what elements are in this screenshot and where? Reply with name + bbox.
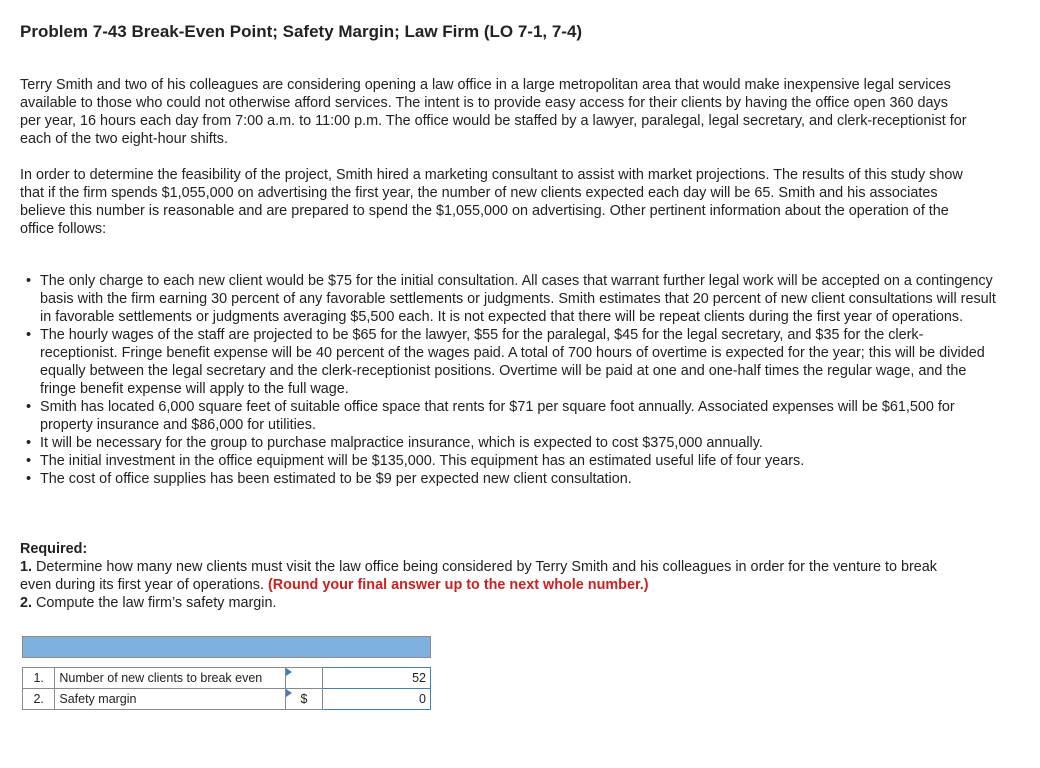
operation-details-list — [20, 272, 1000, 488]
table-spacer-cell — [23, 658, 431, 668]
table-header — [23, 637, 431, 658]
list-item: • The cost of office supplies has been estimated to be $9 per expected new client consultation. — [40, 470, 1000, 488]
required-heading: Required: — [20, 541, 88, 557]
list-item: • It will be necessary for the group to purchase malpractice insurance, which is expected to cost $375,000 annually. — [40, 434, 1000, 452]
row-number: 2. — [23, 689, 55, 710]
required-item-1 — [20, 558, 970, 594]
table-row — [23, 689, 431, 710]
required-item-text: Compute the law firm’s safety margin. — [32, 595, 277, 611]
unit-symbol: $ — [300, 692, 308, 706]
answer-table — [22, 636, 431, 710]
table-spacer — [23, 658, 431, 668]
required-item-number: 1. — [20, 559, 33, 575]
unit-cell — [286, 689, 322, 710]
list-item: • The only charge to each new client would be $75 for the initial consultation. All cases that warrant further legal work will be accepted on a contingency basis with the firm earning 30 percent of any favorable settlements or judgments. Smith estimates that 20 percent of new client consultations will result in favorable settlements or judgments averaging $5,500 each. It is not expected that there will be repeat clients during the first year of operations. — [40, 272, 1000, 326]
list-item: • The hourly wages of the staff are projected to be $65 for the lawyer, $55 for the paralegal, $45 for the legal secretary, and $35 for the clerk-receptionist. Fringe benefit expense will be 40 percent of the wages paid. A total of 700 hours of overtime is expected for the year; this will be divided equally between the legal secretary and the clerk-receptionist positions. Overtime will be paid at one and one-half times the regular wage, and the fringe benefit expense will apply to the full wage. — [40, 326, 1000, 398]
flag-icon — [286, 689, 292, 697]
break-even-clients-input[interactable]: 52 — [322, 668, 430, 689]
row-label: Safety margin — [55, 689, 286, 710]
table-header-cell — [23, 637, 431, 658]
safety-margin-input[interactable]: 0 — [322, 689, 430, 710]
required-item-text: Determine how many new clients must visit the law office being considered by Terry Smith and his colleagues in order for the venture to break even during its first year of operations. — [20, 559, 937, 593]
rounding-note: (Round your final answer up to the next whole number.) — [267, 577, 649, 593]
feasibility-paragraph: In order to determine the feasibility of the project, Smith hired a marketing consultant to assist with market projections. The results of this study show that if the firm spends $1,055,000 on advertising the first year, the number of new clients expected each day will be 65. Smith and his associates believe this number is reasonable and are prepared to spend the $1,055,000 on advertising. Other pertinent information about the operation of the office follows: — [20, 167, 963, 237]
flag-icon — [286, 668, 292, 676]
required-item-number: 2. — [20, 595, 33, 611]
required-item-2 — [20, 594, 970, 612]
page-title: Problem 7-43 Break-Even Point; Safety Margin; Law Firm (LO 7-1, 7-4) — [20, 22, 583, 41]
list-item: • Smith has located 6,000 square feet of suitable office space that rents for $71 per square foot annually. Associated expenses will be $61,500 for property insurance and $86,000 for utilities. — [40, 398, 1000, 434]
table-row — [23, 668, 431, 689]
unit-cell — [286, 668, 322, 689]
list-item: • The initial investment in the office equipment will be $135,000. This equipment has an estimated useful life of four years. — [40, 452, 1000, 470]
row-label: Number of new clients to break even — [55, 668, 286, 689]
required-section — [20, 540, 970, 612]
row-number: 1. — [23, 668, 55, 689]
intro-paragraph: Terry Smith and two of his colleagues are considering opening a law office in a large metropolitan area that would make inexpensive legal services available to those who could not otherwise afford services. The intent is to provide easy access for their clients by having the office open 360 days per year, 16 hours each day from 7:00 a.m. to 11:00 p.m. The office would be staffed by a lawyer, paralegal, legal secretary, and clerk-receptionist for each of the two eight-hour shifts. — [20, 77, 967, 147]
